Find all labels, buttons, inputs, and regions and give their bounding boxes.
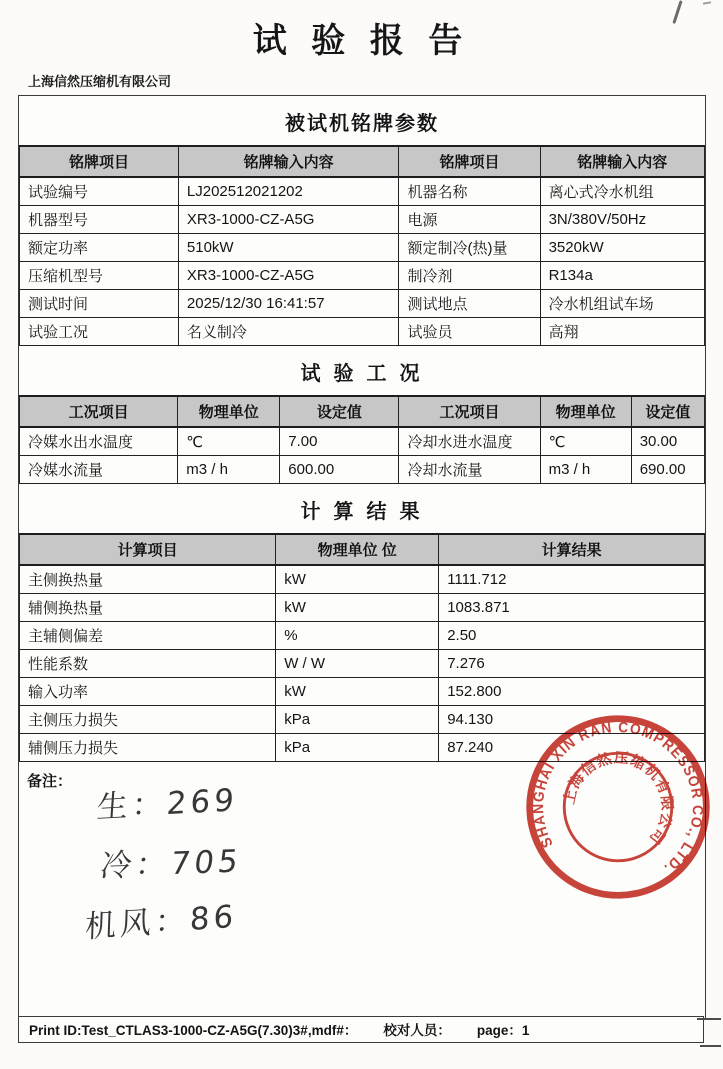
conditions-table-body <box>20 427 705 484</box>
report-box <box>18 95 706 1019</box>
table-cell: 输入功率 <box>20 678 276 706</box>
table-header-cell: 工况项目 <box>20 396 178 427</box>
table-cell: 7.276 <box>439 650 705 678</box>
footer-print-id: Print ID:Test_CTLAS3-1000-CZ-A5G(7.30)3#,mdf#： <box>29 1023 358 1038</box>
table-header-cell: 铭牌项目 <box>20 146 179 177</box>
table-cell: m3 / h <box>540 456 631 484</box>
table-cell: kPa <box>276 734 439 762</box>
table-row <box>20 622 705 650</box>
nameplate-table <box>19 145 705 346</box>
table-cell: 30.00 <box>631 427 704 456</box>
table-cell: 2025/12/30 16:41:57 <box>178 290 399 318</box>
table-cell: R134a <box>540 262 704 290</box>
table-cell: 试验员 <box>399 318 540 346</box>
table-cell: m3 / h <box>178 456 280 484</box>
table-cell: kPa <box>276 706 439 734</box>
table-cell: 冷水机组试车场 <box>540 290 704 318</box>
table-cell: 690.00 <box>631 456 704 484</box>
table-cell: 3520kW <box>540 234 704 262</box>
table-cell: 压缩机型号 <box>20 262 179 290</box>
results-table-head <box>20 534 705 565</box>
scan-edge-mark <box>700 1045 721 1047</box>
table-cell: kW <box>276 594 439 622</box>
table-header-cell: 设定值 <box>631 396 704 427</box>
table-cell: 额定制冷(热)量 <box>399 234 540 262</box>
page-title: 试 验 报 告 <box>252 23 471 60</box>
table-cell: 试验工况 <box>20 318 179 346</box>
results-table-body <box>20 565 705 762</box>
table-cell: 2.50 <box>439 622 705 650</box>
handwriting-line-1: 生：269 <box>95 782 240 826</box>
table-row <box>20 456 705 484</box>
results-section-title: 计 算 结 果 <box>300 501 424 523</box>
table-cell: 制冷剂 <box>399 262 540 290</box>
table-cell: 7.00 <box>280 427 399 456</box>
footer-proofreader-label: 校对人员： <box>383 1023 451 1038</box>
table-row <box>20 234 705 262</box>
table-cell: 冷媒水流量 <box>20 456 178 484</box>
table-header-cell: 铭牌输入内容 <box>178 146 399 177</box>
table-cell: 主辅侧偏差 <box>20 622 276 650</box>
table-cell: 机器名称 <box>399 177 540 206</box>
results-table <box>19 533 705 762</box>
handwriting-line-2: 冷：705 <box>98 843 244 885</box>
conditions-table-head <box>20 396 705 427</box>
footer-page-label: page：1 <box>476 1023 530 1038</box>
table-header-cell: 计算项目 <box>20 534 276 565</box>
nameplate-table-head <box>20 146 705 177</box>
table-cell: 1111.712 <box>439 565 705 594</box>
table-row <box>20 594 705 622</box>
table-row <box>20 565 705 594</box>
table-row <box>20 427 705 456</box>
table-cell: 测试时间 <box>20 290 179 318</box>
table-cell: 高翔 <box>540 318 704 346</box>
table-cell: 测试地点 <box>399 290 540 318</box>
table-header-cell: 工况项目 <box>399 396 540 427</box>
table-cell: kW <box>276 565 439 594</box>
table-cell: 冷却水进水温度 <box>399 427 540 456</box>
stamp-chinese-text: 上海信然压缩机有限公司 <box>561 750 675 847</box>
table-row <box>20 734 705 762</box>
stamp-english-text: SHANGHAI XIN RAN COMPRESSOR CO., LTD. <box>531 719 706 877</box>
table-cell: 510kW <box>178 234 399 262</box>
table-header-cell: 铭牌项目 <box>399 146 540 177</box>
table-cell: 1083.871 <box>439 594 705 622</box>
table-cell: 94.130 <box>439 706 705 734</box>
table-cell: 额定功率 <box>20 234 179 262</box>
table-cell: 主侧换热量 <box>20 565 276 594</box>
table-cell: XR3-1000-CZ-A5G <box>178 206 399 234</box>
table-cell: 3N/380V/50Hz <box>540 206 704 234</box>
table-cell: 名义制冷 <box>178 318 399 346</box>
scan-edge-mark <box>697 1018 721 1020</box>
table-cell: kW <box>276 678 439 706</box>
table-row <box>20 318 705 346</box>
table-header-cell: 计算结果 <box>439 534 705 565</box>
table-row <box>20 290 705 318</box>
nameplate-table-body <box>20 177 705 346</box>
table-cell: 辅侧压力损失 <box>20 734 276 762</box>
table-row <box>20 262 705 290</box>
table-cell: 冷却水流量 <box>399 456 540 484</box>
table-cell: 87.240 <box>439 734 705 762</box>
table-header-cell: 设定值 <box>280 396 399 427</box>
table-cell: 机器型号 <box>20 206 179 234</box>
table-row <box>20 650 705 678</box>
conditions-table <box>19 395 705 484</box>
table-cell: 电源 <box>399 206 540 234</box>
table-cell: ℃ <box>178 427 280 456</box>
table-cell: 主侧压力损失 <box>20 706 276 734</box>
table-header-cell: 物理单位 <box>540 396 631 427</box>
table-header-cell: 铭牌输入内容 <box>540 146 704 177</box>
company-name: 上海信然压缩机有限公司 <box>28 73 172 89</box>
table-cell: % <box>276 622 439 650</box>
table-header-cell: 物理单位 位 <box>276 534 439 565</box>
table-cell: 辅侧换热量 <box>20 594 276 622</box>
table-cell: XR3-1000-CZ-A5G <box>178 262 399 290</box>
table-cell: 冷媒水出水温度 <box>20 427 178 456</box>
handwriting-line-3: 机风：86 <box>84 898 238 946</box>
table-cell: 离心式冷水机组 <box>540 177 704 206</box>
table-header-row <box>20 534 705 565</box>
table-cell: LJ202512021202 <box>178 177 399 206</box>
table-row <box>20 706 705 734</box>
table-header-row <box>20 146 705 177</box>
table-cell: 性能系数 <box>20 650 276 678</box>
conditions-section-title: 试 验 工 况 <box>300 363 424 385</box>
notes-label: 备注： <box>27 773 73 790</box>
table-cell: W / W <box>276 650 439 678</box>
table-row <box>20 206 705 234</box>
table-header-row <box>20 396 705 427</box>
nameplate-section-title: 被试机铭牌参数 <box>285 113 439 135</box>
table-row <box>20 177 705 206</box>
table-cell: 152.800 <box>439 678 705 706</box>
table-cell: 试验编号 <box>20 177 179 206</box>
table-header-cell: 物理单位 <box>178 396 280 427</box>
table-cell: ℃ <box>540 427 631 456</box>
table-cell: 600.00 <box>280 456 399 484</box>
footer-bar <box>18 1016 704 1043</box>
table-row <box>20 678 705 706</box>
